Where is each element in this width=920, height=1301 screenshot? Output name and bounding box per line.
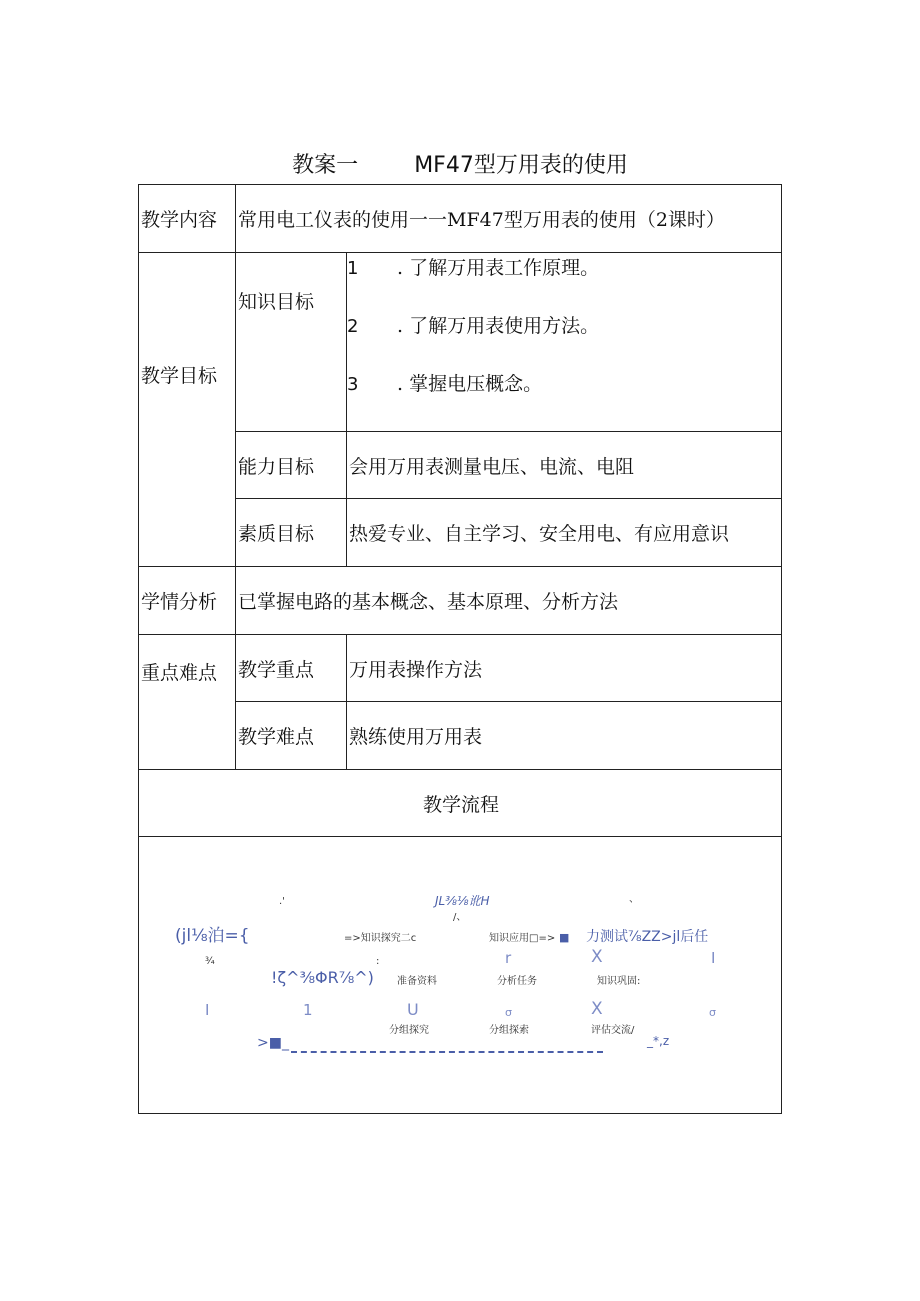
- knowledge-item-text: . 了解万用表使用方法。: [397, 315, 600, 337]
- knowledge-item-num: 1: [347, 258, 359, 279]
- flow-fragment: I: [205, 1001, 210, 1019]
- flow-fragment: X: [591, 947, 603, 967]
- flow-fragment: (jl⅛泊={: [175, 926, 250, 946]
- goals-label: [139, 253, 236, 567]
- row-content: [139, 185, 782, 253]
- ability-value: 会用万用表测量电压、电流、电阻: [347, 432, 782, 499]
- content-value: 常用电工仪表的使用一一MF47型万用表的使用（2课时）: [236, 185, 782, 253]
- flow-fragment: I: [711, 949, 716, 967]
- row-flow-title: [139, 770, 782, 837]
- ability-label: 能力目标: [236, 432, 347, 499]
- row-knowledge: [139, 253, 782, 432]
- key-label: [139, 635, 236, 770]
- title-right: MF47型万用表的使用: [414, 153, 628, 178]
- quality-label: 素质目标: [236, 499, 347, 567]
- row-ability: [139, 432, 782, 499]
- lesson-plan-table: [138, 184, 782, 1114]
- flow-fragment: 准备资料: [397, 976, 437, 987]
- flow-fragment: 知识巩固:: [597, 976, 641, 987]
- flow-fragment: >■_: [257, 1035, 289, 1051]
- flow-fragment: ¾: [205, 956, 215, 967]
- flow-dashed-line: [291, 1051, 603, 1053]
- focus-value: 万用表操作方法: [347, 635, 782, 702]
- row-difficulty: [139, 702, 782, 770]
- knowledge-label-text: 知识目标: [238, 291, 315, 313]
- knowledge-label: [236, 253, 347, 432]
- flow-fragment: 、: [629, 894, 639, 905]
- flow-diagram: [139, 837, 782, 1114]
- flow-fragment: 1: [303, 1001, 313, 1019]
- flow-fragment: r: [505, 949, 512, 967]
- flow-fragment: 分析任务: [497, 976, 537, 987]
- quality-value: 热爱专业、自主学习、安全用电、有应用意识: [347, 499, 782, 567]
- document-title: [0, 148, 920, 184]
- difficulty-value: 熟练使用万用表: [347, 702, 782, 770]
- flow-title: 教学流程: [139, 770, 782, 837]
- knowledge-item-text: . 掌握电压概念。: [397, 373, 543, 395]
- key-label-text: 重点难点: [141, 661, 218, 684]
- flow-fragment: σ: [709, 1006, 716, 1019]
- knowledge-item: [347, 253, 781, 311]
- difficulty-label: 教学难点: [236, 702, 347, 770]
- analysis-value: 已掌握电路的基本概念、基本原理、分析方法: [236, 567, 782, 635]
- knowledge-item: [347, 311, 781, 369]
- flow-fragment: 分组探究: [389, 1025, 429, 1036]
- flow-fragment: JL⅜⅛讹H: [435, 894, 490, 908]
- knowledge-item-num: 2: [347, 316, 359, 337]
- flow-fragment: !ζ^⅜ΦR⅞^): [271, 968, 374, 987]
- flow-fragment: /、: [453, 912, 467, 923]
- flow-fragment: σ: [505, 1006, 512, 1019]
- focus-label: 教学重点: [236, 635, 347, 702]
- flow-fragment: X: [591, 999, 603, 1019]
- knowledge-item: [347, 369, 781, 427]
- row-analysis: [139, 567, 782, 635]
- flow-fragment: 知识应用□=>: [489, 933, 556, 944]
- flow-fragment: :: [376, 956, 380, 967]
- flow-fragment: 分组探索: [489, 1025, 529, 1036]
- analysis-label: 学情分析: [139, 567, 236, 635]
- goals-label-text: 教学目标: [141, 365, 218, 387]
- content-label: 教学内容: [139, 185, 236, 253]
- title-left: 教案一: [292, 153, 359, 178]
- flow-fragment: 力测试⅞ZZ>jl后任: [586, 929, 709, 945]
- knowledge-item-num: 3: [347, 374, 359, 395]
- knowledge-list: [347, 253, 782, 432]
- flow-fragment: _*,z: [647, 1034, 670, 1048]
- row-focus: [139, 635, 782, 702]
- knowledge-item-text: . 了解万用表工作原理。: [397, 257, 600, 279]
- flow-fragment: U: [407, 1000, 419, 1019]
- flow-fragment: =>知识探究二c: [344, 933, 417, 944]
- row-flow-diagram: [139, 837, 782, 1114]
- row-quality: [139, 499, 782, 567]
- flow-square-icon: ■: [559, 931, 570, 944]
- flow-fragment: .': [279, 896, 285, 907]
- flow-fragment: 评估交流/: [591, 1025, 635, 1036]
